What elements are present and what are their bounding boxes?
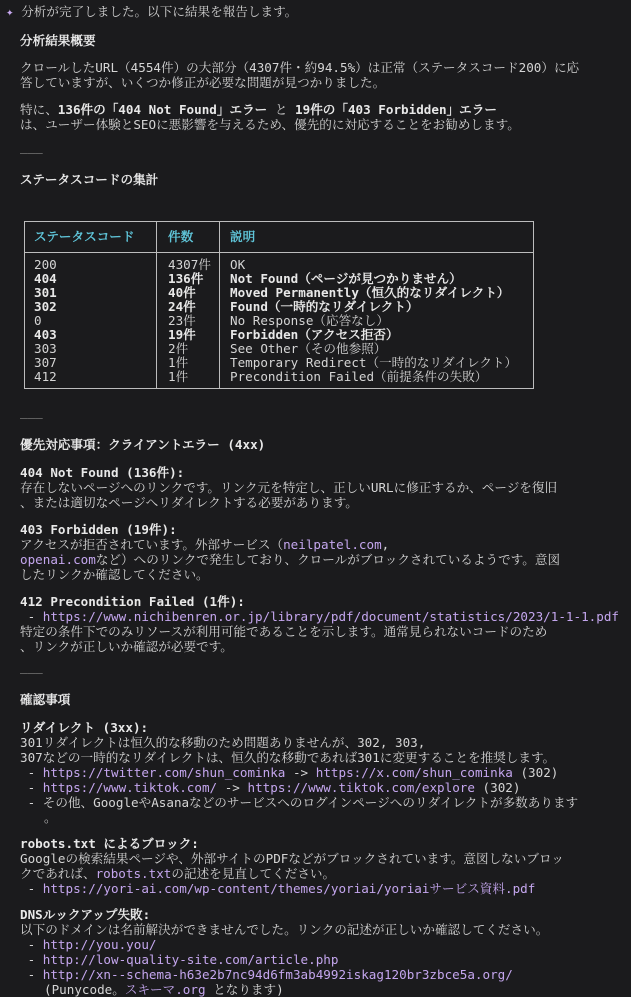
cell-code: 0 (34, 313, 42, 328)
cell-count: 19件 (168, 327, 196, 342)
ai-response-header: ✦ 分析が完了しました。以下に結果を報告します。 (6, 4, 298, 19)
link-neilpatel[interactable]: neilpatel.com (283, 537, 382, 552)
status-table-title: ステータスコードの集計 (20, 172, 159, 187)
link-low-quality-site[interactable]: http://low-quality-site.com/article.php (42, 952, 339, 967)
link-yori-ai-pdf[interactable]: https://yori-ai.com/wp-content/themes/yoriai/yoriaiサービス資料.pdf (42, 881, 536, 896)
cell-code: 307 (34, 355, 57, 370)
e404-text: 存在しないページへのリンクです。リンク元を特定し、正しいURLに修正するか、ページを復旧 (20, 480, 558, 495)
e404-text-2: 、または適切なページへリダイレクトする必要があります。 (20, 495, 358, 510)
link-schema-org[interactable]: スキーマ.org (124, 982, 206, 997)
robots-title: robots.txt によるブロック: (20, 836, 199, 851)
dns-item-3: - http://xn--schema-h63e2b7nc94d6fm3ab4992iskag120br3zbce5a.org/ (20, 967, 513, 982)
summary-paragraph-1: クロールしたURL（4554件）の大部分（4307件・約94.5%）は正常（ステータスコード200）に応 (20, 60, 580, 75)
redirect-item-other: - その他、GoogleやAsanaなどのサービスへのログインページへのリダイレクトが多数あります (20, 795, 579, 810)
cell-code: 403 (34, 327, 57, 342)
cell-description: Found（一時的なリダイレクト） (230, 299, 419, 314)
e412-title: 412 Precondition Failed (1件): (20, 594, 245, 609)
link-robots-txt[interactable]: robots.txt (95, 866, 172, 881)
cell-count: 136件 (168, 271, 204, 286)
cell-description: OK (230, 257, 246, 272)
cell-count: 2件 (168, 341, 189, 356)
cell-code: 302 (34, 299, 57, 314)
cell-count: 40件 (168, 285, 196, 300)
cell-code: 303 (34, 341, 57, 356)
redirect-text: 301リダイレクトは恒久的な移動のため問題ありませんが、302, 303, (20, 735, 426, 750)
robots-text: Googleの検索結果ページや、外部サイトのPDFなどがブロックされています。意図しないブロッ (20, 851, 564, 866)
cell-description: Temporary Redirect（一時的なリダイレクト） (230, 355, 518, 370)
e404-title: 404 Not Found (136件): (20, 465, 185, 480)
link-openai[interactable]: openai.com (20, 552, 96, 567)
dns-item-2: - http://low-quality-site.com/article.php (20, 952, 339, 967)
robots-text-2: クであれば、robots.txtの記述を見直してください。 (20, 866, 336, 881)
e403-text-3: したリンクか確認してください。 (20, 567, 209, 582)
link-tiktok[interactable]: https://www.tiktok.com/ (42, 780, 218, 795)
cell-description: Moved Permanently（恒久的なリダイレクト） (230, 285, 510, 300)
header-status-code: ステータスコード (34, 229, 135, 244)
redirect-title: リダイレクト (3xx): (20, 720, 149, 735)
separator: ——— (20, 410, 43, 425)
e403-text-2: openai.comなど）へのリンクで発生しており、クロールがブロックされているようです。意図 (20, 552, 561, 567)
link-x[interactable]: https://x.com/shun_cominka (315, 765, 513, 780)
redirect-item-twitter: - https://twitter.com/shun_cominka -> https://x.com/shun_cominka (302) (20, 765, 559, 780)
cell-count: 4307件 (168, 257, 211, 272)
cell-code: 200 (34, 257, 57, 272)
cell-description: Forbidden（アクセス拒否） (230, 327, 399, 342)
e412-text: 特定の条件下でのみリソースが利用可能であることを示します。通常見られないコードのため (20, 624, 548, 639)
cell-count: 1件 (168, 355, 189, 370)
separator: ——— (20, 145, 43, 160)
link-twitter[interactable]: https://twitter.com/shun_cominka (42, 765, 286, 780)
redirect-item-other-cont: 。 (44, 810, 57, 825)
cell-count: 24件 (168, 299, 196, 314)
dns-item-1: - http://you.you/ (20, 937, 157, 952)
status-code-table (24, 221, 534, 389)
redirect-item-tiktok: - https://www.tiktok.com/ -> https://www.tiktok.com/explore (302) (20, 780, 521, 795)
header-description: 説明 (230, 229, 256, 244)
separator: ——— (20, 665, 43, 680)
summary-paragraph-2: 特に、136件の「404 Not Found」エラー と 19件の「403 Forbidden」エラー (20, 102, 497, 117)
cell-description: No Response（応答なし） (230, 313, 389, 328)
link-punycode-domain[interactable]: http://xn--schema-h63e2b7nc94d6fm3ab4992iskag120br3zbce5a.org/ (42, 967, 513, 982)
link-tiktok-explore[interactable]: https://www.tiktok.com/explore (247, 780, 475, 795)
robots-url-item: - https://yori-ai.com/wp-content/themes/yoriai/yoriaiサービス資料.pdf (20, 881, 536, 896)
dns-note: (Punycode。スキーマ.org となります) (44, 982, 284, 997)
cell-code: 412 (34, 369, 57, 384)
link-you-you[interactable]: http://you.you/ (42, 937, 157, 952)
e403-title: 403 Forbidden (19件): (20, 522, 177, 537)
dns-text: 以下のドメインは名前解決ができませんでした。リンクの記述が正しいか確認してください。 (20, 922, 549, 937)
cell-count: 1件 (168, 369, 189, 384)
e412-url-item: - https://www.nichibenren.or.jp/library/pdf/document/statistics/2023/1-1-1.pdf (20, 609, 619, 624)
confirm-title: 確認事項 (20, 692, 71, 707)
redirect-text-2: 307などの一時的なリダイレクトは、恒久的な移動であれば301に変更することを推奨します。 (20, 750, 556, 765)
cell-description: See Other（その他参照） (230, 341, 387, 356)
e412-text-2: 、リンクが正しいか確認が必要です。 (20, 639, 233, 654)
dns-title: DNSルックアップ失敗: (20, 907, 151, 922)
summary-paragraph-1b: 答していますが、いくつか修正が必要な問題が見つかりました。 (20, 75, 386, 90)
summary-paragraph-2b: は、ユーザー体験とSEOに悪影響を与えるため、優先的に対応することをお勧めします。 (20, 117, 520, 132)
sparkle-icon: ✦ (6, 4, 14, 19)
summary-title: 分析結果概要 (20, 33, 96, 48)
cell-code: 301 (34, 285, 57, 300)
cell-description: Precondition Failed（前提条件の失敗） (230, 369, 488, 384)
header-count: 件数 (168, 229, 194, 244)
link-nichibenren-pdf[interactable]: https://www.nichibenren.or.jp/library/pdf/document/statistics/2023/1-1-1.pdf (42, 609, 619, 624)
cell-code: 404 (34, 271, 57, 286)
priority-title: 優先対応事項：クライアントエラー (4xx) (20, 437, 266, 452)
cell-description: Not Found（ページが見つかりません） (230, 271, 462, 286)
cell-count: 23件 (168, 313, 196, 328)
e403-text: アクセスが拒否されています。外部サービス（neilpatel.com, (20, 537, 390, 552)
